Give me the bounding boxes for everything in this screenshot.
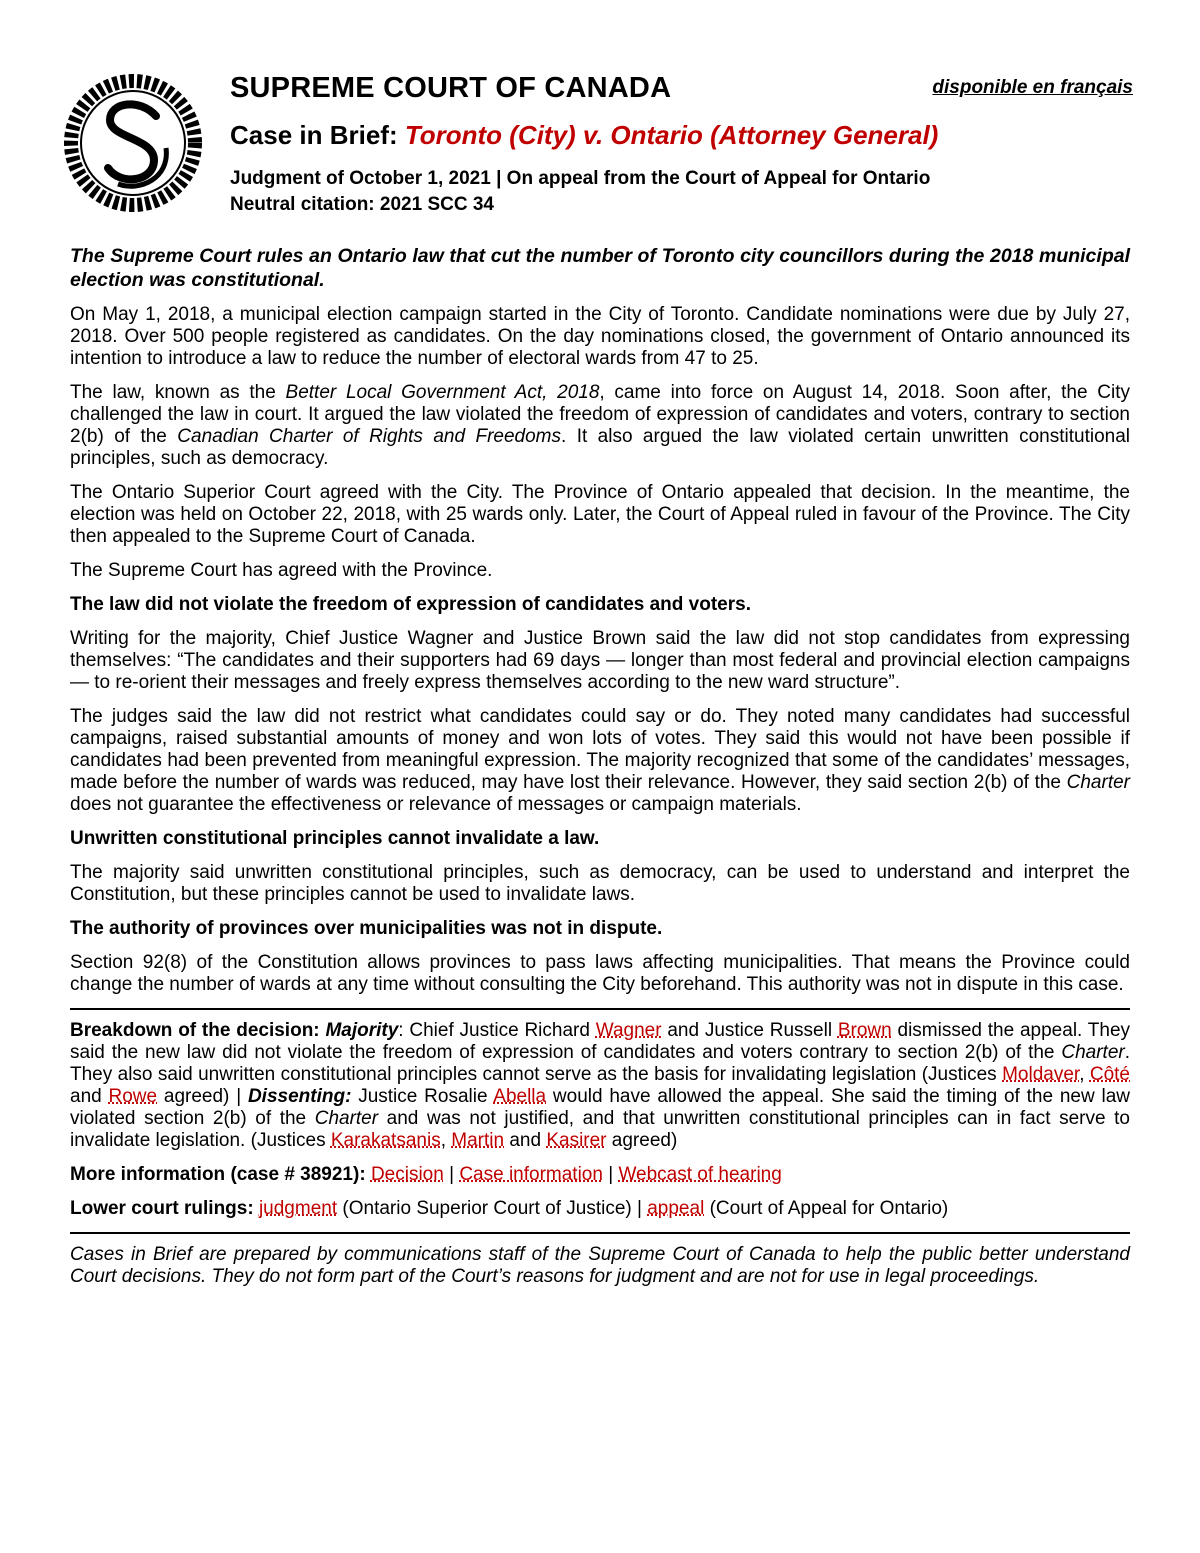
dissent-label: Dissenting: xyxy=(247,1086,352,1107)
paragraph-6 xyxy=(70,706,1130,816)
case-body xyxy=(70,244,1130,1300)
paragraph-8: Section 92(8) of the Constitution allows provinces to pass laws affecting municipalities. That means the Province could change the number of wards at any time without consulting the City beforehand. This authority was not in dispute in this case. xyxy=(70,952,1130,995)
p2-text-c: , came into force on August 14, 2018. Soon after, the City challenged the law in court. It argued the law violated the freedom of expression of candidates and voters, contrary to section 2(b) of the xyxy=(70,382,1130,447)
breakdown-text: Justice Rosalie xyxy=(351,1086,494,1107)
breakdown-text: and xyxy=(504,1130,547,1151)
webcast-link[interactable]: Webcast of hearing xyxy=(618,1164,782,1185)
judge-link-martin[interactable]: Martin xyxy=(451,1130,505,1151)
case-prefix: Case in Brief: xyxy=(230,120,405,150)
judge-link-kasirer[interactable]: Kasirer xyxy=(546,1130,607,1151)
breakdown-text: and was not justified, and that unwritten constitutional principles can in fact serve to invalidate legislation. (Justices xyxy=(70,1108,1130,1151)
appeal-link[interactable]: appeal xyxy=(647,1198,705,1219)
french-version-link[interactable]: disponible en français xyxy=(932,77,1133,98)
divider-top xyxy=(70,1008,1130,1010)
page-header xyxy=(58,68,1133,218)
paragraph-4: The Supreme Court has agreed with the Province. xyxy=(70,560,493,581)
breakdown-text: would have allowed the appeal. She said the timing of the new law violated section 2(b) of the xyxy=(70,1086,1131,1129)
paragraph-7: The majority said unwritten constitutional principles, such as democracy, can be used to understand and interpret the Constitution, but these principles cannot be used to invalidate laws. xyxy=(70,862,1130,905)
p6-text-a: The judges said the law did not restrict what candidates could say or do. They noted many candidates had successful campaigns, raised substantial amounts of money and won lots of votes. They said this would not have been possible if candidates had been prevented from meaningful expression. The majority recognized that some of the candidates’ messages, made before the number of wards was reduced, may have lost their relevance. However, they said section 2(b) of the xyxy=(70,706,1130,793)
judgment-link[interactable]: judgment xyxy=(258,1198,338,1219)
lower-text: (Ontario Superior Court of Justice) | xyxy=(337,1198,648,1219)
subheading-unwritten: Unwritten constitutional principles cannot invalidate a law. xyxy=(70,828,600,849)
charter-title: Canadian Charter of Rights and Freedoms xyxy=(177,426,561,447)
breakdown-text: , xyxy=(440,1130,452,1151)
charter-ref: Charter xyxy=(1066,772,1130,793)
judge-link-wagner[interactable]: Wagner xyxy=(595,1020,662,1041)
citation-line: Neutral citation: 2021 SCC 34 xyxy=(230,194,494,215)
breakdown-text: . They also said unwritten constitutional principles cannot serve as the basis for invalidating legislation (Justices xyxy=(70,1042,1130,1085)
case-information-link[interactable]: Case information xyxy=(459,1164,603,1185)
judgment-info xyxy=(230,166,930,218)
p2-text-a: The law, known as the xyxy=(70,382,286,403)
disclaimer-footer: Cases in Brief are prepared by communications staff of the Supreme Court of Canada to help the public better understand Court decisions. They do not form part of the Court’s reasons for judgment and are not for use in legal proceedings. xyxy=(70,1244,1130,1287)
breakdown-text: agreed) | xyxy=(157,1086,248,1107)
breakdown-text: and Justice Russell xyxy=(661,1020,838,1041)
decision-breakdown xyxy=(70,1020,1130,1152)
breakdown-text: agreed) xyxy=(606,1130,678,1151)
subheading-expression: The law did not violate the freedom of expression of candidates and voters. xyxy=(70,594,751,615)
decision-link[interactable]: Decision xyxy=(370,1164,444,1185)
more-info-label: More information (case # 38921): xyxy=(70,1164,371,1185)
separator: | xyxy=(602,1164,619,1185)
case-title xyxy=(230,120,938,151)
act-title: Better Local Government Act, 2018 xyxy=(285,382,600,403)
judge-link-moldaver[interactable]: Moldaver xyxy=(1002,1064,1080,1085)
charter-ref: Charter xyxy=(314,1108,379,1129)
divider-bottom xyxy=(70,1232,1130,1234)
subheading-authority: The authority of provinces over municipalities was not in dispute. xyxy=(70,918,663,939)
p2-text-e: . It also argued the law violated certain unwritten constitutional principles, such as democracy. xyxy=(70,426,1131,469)
paragraph-3: The Ontario Superior Court agreed with the City. The Province of Ontario appealed that decision. In the meantime, the election was held on October 22, 2018, with 25 wards only. Later, the Court of Appeal ruled in favour of the Province. The City then appealed to the Supreme Court of Canada. xyxy=(70,482,1130,547)
lower-court-rulings xyxy=(70,1198,1130,1220)
judge-link-rowe[interactable]: Rowe xyxy=(108,1086,158,1107)
breakdown-text: dismissed the appeal. They said the new law did not violate the freedom of expression of candidates and voters contrary to section 2(b) of the xyxy=(70,1020,1131,1063)
more-information xyxy=(70,1164,1130,1186)
judge-link-brown[interactable]: Brown xyxy=(837,1020,892,1041)
lower-text: (Court of Appeal for Ontario) xyxy=(704,1198,949,1219)
charter-ref: Charter xyxy=(1061,1042,1125,1063)
paragraph-2 xyxy=(70,382,1130,470)
breakdown-text: and xyxy=(70,1086,109,1107)
judgment-line: Judgment of October 1, 2021 | On appeal from the Court of Appeal for Ontario xyxy=(230,168,931,189)
lead-summary: The Supreme Court rules an Ontario law that cut the number of Toronto city councillors during the 2018 municipal election was constitutional. xyxy=(70,245,1130,291)
case-name: Toronto (City) v. Ontario (Attorney General) xyxy=(404,120,939,150)
separator: | xyxy=(443,1164,460,1185)
breakdown-text: , xyxy=(1079,1064,1090,1085)
p6-text-c: does not guarantee the effectiveness or relevance of messages or campaign materials. xyxy=(70,794,802,815)
paragraph-1: On May 1, 2018, a municipal election campaign started in the City of Toronto. Candidate nominations were due by July 27, 2018. Over 500 people registered as candidates. On the day nominations closed, the government of Ontario announced its intention to introduce a law to reduce the number of electoral wards from 47 to 25. xyxy=(70,304,1130,369)
scc-logo-icon xyxy=(58,68,208,218)
judge-link-abella[interactable]: Abella xyxy=(493,1086,547,1107)
lower-court-label: Lower court rulings: xyxy=(70,1198,259,1219)
judge-link-karakatsanis[interactable]: Karakatsanis xyxy=(330,1130,441,1151)
breakdown-text: : Chief Justice Richard xyxy=(398,1020,596,1041)
breakdown-label: Breakdown of the decision: xyxy=(70,1020,326,1041)
court-name: SUPREME COURT OF CANADA xyxy=(230,72,672,104)
judge-link-cote[interactable]: Côté xyxy=(1089,1064,1130,1085)
paragraph-5: Writing for the majority, Chief Justice Wagner and Justice Brown said the law did not stop candidates from expressing themselves: “The candidates and their supporters had 69 days — longer than most federal and provincial election campaigns — to re-orient their messages and freely express themselves according to the new ward structure”. xyxy=(70,628,1130,693)
majority-label: Majority xyxy=(325,1020,399,1041)
